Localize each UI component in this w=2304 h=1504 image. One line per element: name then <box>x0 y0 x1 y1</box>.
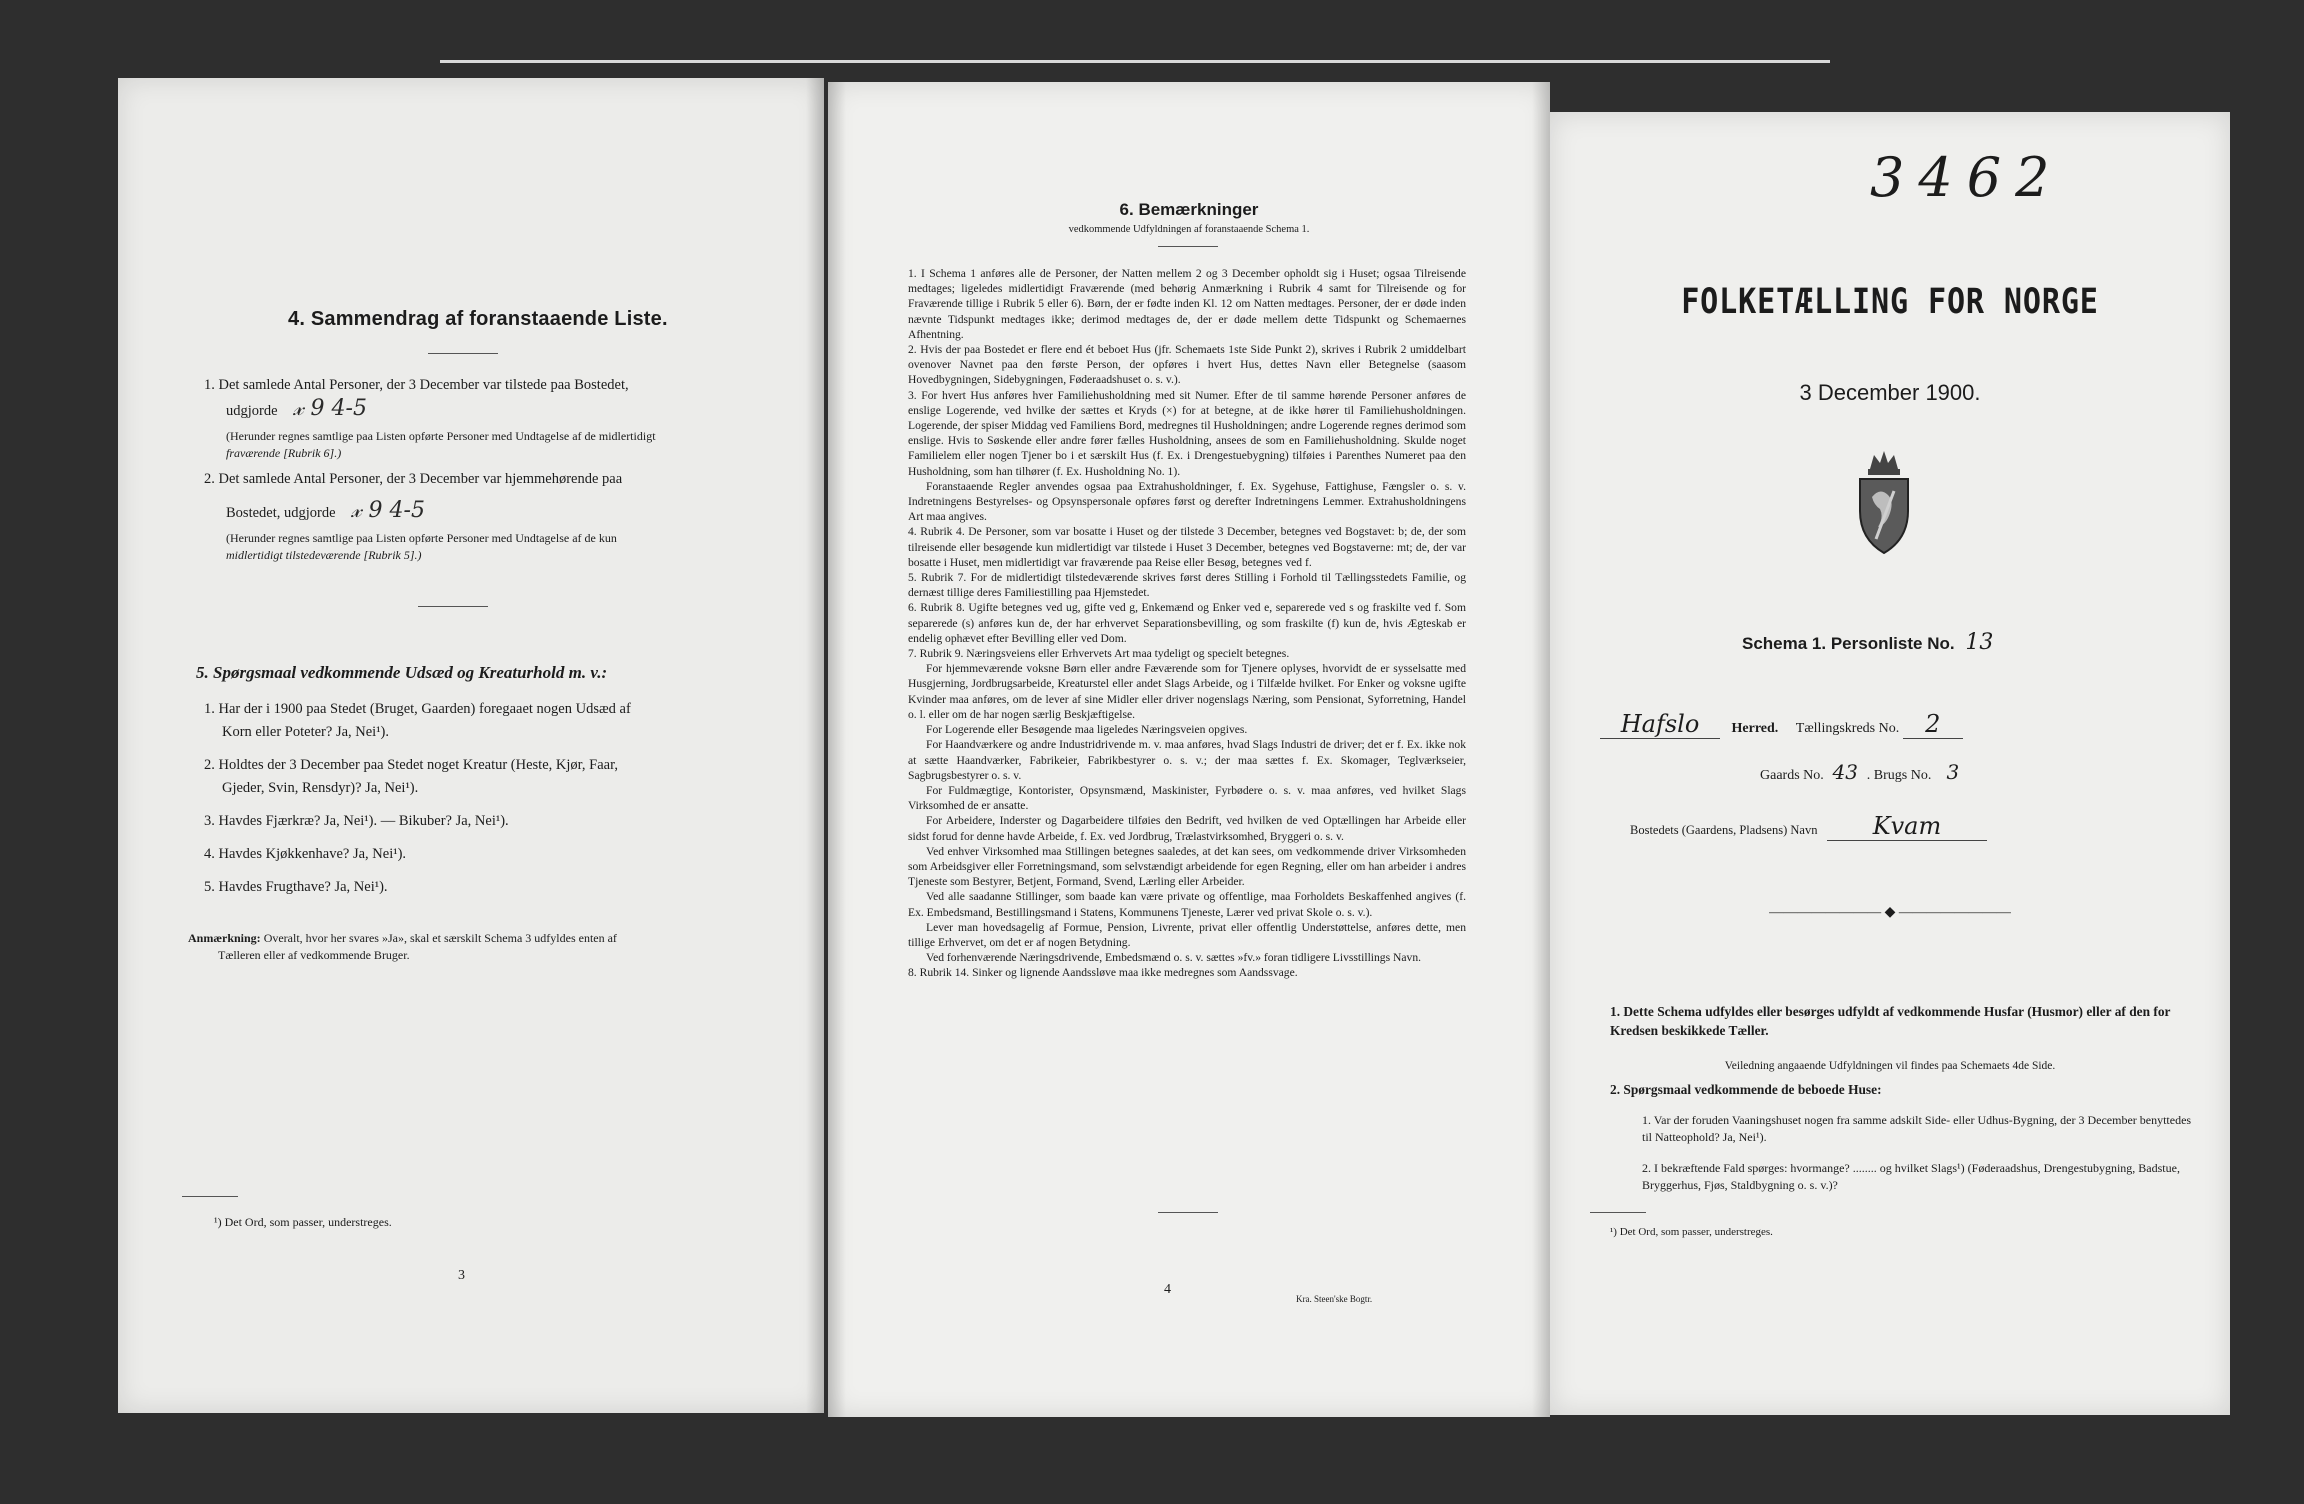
remark-paragraph: 7. Rubrik 9. Næringsveiens eller Erhvervets Art maa tydeligt og specielt betegnes. <box>908 647 1290 661</box>
remark-paragraph: Foranstaaende Regler anvendes ogsaa paa Extrahusholdninger, f. Ex. Sygehuse, Fattighuse, Fængsler o. s. v. Indretningens Bestyrelses- og Opsynspersonale opføres først og derefter Indretningens Lemmer. Extrahusholdningens Art maa angives. <box>908 479 1466 524</box>
brugs-label: . Brugs No. <box>1866 768 1932 783</box>
remark-label: Anmærkning: <box>188 931 261 945</box>
form-title: FOLKETÆLLING FOR NORGE <box>1681 282 2099 322</box>
item1-handwritten-value: 𝓍 9 4-5 <box>293 396 367 421</box>
house-question-1: 1. Var der foruden Vaaningshuset nogen fra samme adskilt Side- eller Udhus-Bygning, der 3 December benyttedes til Natteophold? Ja, Nei¹). <box>1642 1113 2192 1144</box>
brugs-value: 3 <box>1946 760 1960 784</box>
middle-page <box>828 82 1550 1417</box>
remark-text-2: Tælleren eller af vedkommende Bruger. <box>218 948 410 962</box>
gaards-value: 43 <box>1832 760 1858 784</box>
kreds-label: Tællingskreds No. <box>1795 721 1900 736</box>
question-4: 4. Havdes Kjøkkenhave? Ja, Nei¹). <box>204 846 407 862</box>
question-5: 5. Havdes Frugthave? Ja, Nei¹). <box>204 879 388 895</box>
bosted-value: Kvam <box>1827 812 1987 841</box>
house-question-2: 2. I bekræftende Fald spørges: hvormange? ........ og hvilket Slags¹) (Føderaadshus, Drengestubygning, Badstue, Bryggerhus, Fjøs, Staldbygning o. s. v.)? <box>1642 1161 2180 1192</box>
left-page <box>118 78 824 1413</box>
archive-number: 3462 <box>1870 146 2064 209</box>
divider <box>1158 246 1218 247</box>
item1-label: udgjorde <box>226 403 278 419</box>
herred-label: Herred. <box>1731 721 1779 736</box>
remarks-body <box>908 266 1466 981</box>
question-1-cont: Korn eller Poteter? Ja, Nei¹). <box>222 724 390 740</box>
remark-paragraph: For Haandværkere og andre Industridrivende m. v. maa anføres, hvad Slags Industri de driver; det er f. Ex. ikke nok at sætte Haandværker, Fabrikeier, Fabrikbestyrer o. s. v.; der maa sættes f. Ex. Skomager, Teglværkseier, Sagbrugsbestyrer o. s. v. <box>908 738 1466 782</box>
question-2-cont: Gjeder, Svin, Rensdyr)? Ja, Nei¹). <box>222 780 419 796</box>
remark-paragraph: Ved alle saadanne Stillinger, som baade kan være private og offentlige, maa Forholdets Beskaffenhed angives (f. Ex. Embedsmand, Bestillingsmand i Statens, Kommunens Tjeneste, Lærer ved privat Skole o. s. v.). <box>908 890 1466 919</box>
item1-note-2: fraværende [Rubrik 6].) <box>226 446 342 460</box>
footnote-rule <box>182 1196 238 1197</box>
remark-paragraph: For Fuldmægtige, Kontorister, Opsynsmænd, Maskinister, Fyrbødere o. s. v. maa anføres, ved hvilket Slags Virksomhed de er ansatte. <box>908 783 1466 813</box>
page-number: 4 <box>1164 1282 1171 1297</box>
herred-value: Hafslo <box>1600 710 1720 739</box>
item1-text: 1. Det samlede Antal Personer, der 3 December var tilstede paa Bostedet, <box>204 377 629 393</box>
item2-text: 2. Det samlede Antal Personer, der 3 December var hjemmehørende paa <box>204 471 623 487</box>
instruction-1-note: Veiledning angaaende Udfyldningen vil findes paa Schemaets 4de Side. <box>1724 1060 2056 1072</box>
coat-of-arms-icon <box>1850 447 1918 562</box>
gaards-label: Gaards No. <box>1760 768 1824 783</box>
remark-paragraph: 5. Rubrik 7. For de midlertidigt tilstedeværende skrives først deres Stilling i Forhold til Tællingsstedets Familie, og dernæst tillige deres Familiestilling paa Hjemstedet. <box>908 571 1466 600</box>
item1-note: (Herunder regnes samtlige paa Listen opførte Personer med Undtagelse af de midlertidigt <box>226 429 656 443</box>
remark-paragraph: 4. Rubrik 4. De Personer, som var bosatte i Huset og der tilstede 3 December, betegnes ved Bogstavet: b; de, der som tilreisende eller besøgende kun midlertidigt var tilstede i Huset 3 December, betegnes ved Bogstaverne: mt; de, der var bosatte i Huset, men midlertidigt var fraværende paa Reise eller Besøg, betegnes ved f. <box>908 525 1466 569</box>
remark-paragraph: 1. I Schema 1 anføres alle de Personer, der Natten mellem 2 og 3 December opholdt sig i Huset; ogsaa Tilreisende medtages; ligeledes midlertidigt Fraværende (med behørig Anmærkning i Rubrik 4 samt for Tilreisende og for Fraværende tillige i Rubrik 5 eller 6). Børn, der er fødte inden Kl. 12 om Natten medtages. Personer, der er døde inden nævnte Tidspunkt medtages ikke; derimod medtages de, der er døde mellem dette Tidspunkt og Schemaernes Afhentning. <box>908 267 1466 341</box>
right-page <box>1550 112 2230 1415</box>
section5-title: 5. Spørgsmaal vedkommende Udsæd og Kreaturhold m. v.: <box>196 663 608 682</box>
census-date: 3 December 1900. <box>1799 380 1981 405</box>
schema-label: Schema 1. Personliste No. <box>1742 634 1955 653</box>
item2-handwritten-value: 𝓍 9 4-5 <box>351 498 425 523</box>
remark-text: Overalt, hvor her svares »Ja», skal et særskilt Schema 3 udfyldes enten af <box>263 931 617 945</box>
remark-paragraph: 3. For hvert Hus anføres hver Familiehusholdning med sit Numer. Efter de til samme hørende Personer anføres de enslige Logerende, ved hvilke der sættes et Kryds (×) for at betegne, at de ikke hører til Familiehusholdningen. Logerende, der spiser Middag ved Familiens Bord, medregnes til Husholdningen; andre Logerende regnes derimod som enslige. Hvis to Søskende eller andre fører fælles Husholdning, ansees de som en Familiehusholdning. Skulde noget Familielem eller nogen Tjener bo i et særskilt Hus (f. Ex. i Drengestuebygning) tilføies i Parenthes Numeret paa den Husholdning, som han tilhører (f. Ex. Husholdning No. 1). <box>908 388 1466 478</box>
remark-paragraph: Ved enhver Virksomhed maa Stillingen betegnes saaledes, at det kan sees, om vedkommende driver Virksomheden som Arbeidsgiver eller Forretningsmand, som selvstændigt arbeidende for egen Regning, eller om han arbeider i andres Tjeneste som Bestyrer, Betjent, Formand, Svend, Lærling eller Arbeider. <box>908 844 1466 889</box>
footnote: ¹) Det Ord, som passer, understreges. <box>214 1215 392 1229</box>
footnote: ¹) Det Ord, som passer, understreges. <box>1610 1226 1773 1238</box>
top-edge-line <box>440 60 1830 63</box>
page-number: 3 <box>458 1268 465 1283</box>
printer-mark: Kra. Steen'ske Bogtr. <box>1296 1294 1373 1304</box>
ornament-divider: ―――――――— ◆ —――――――― <box>1769 905 2011 920</box>
remark-paragraph: Lever man hovedsagelig af Formue, Pension, Livrente, privat eller offentlig Understøttelse, anføres dette, men tillige Erhvervet, om det er af nogen Betydning. <box>908 920 1466 949</box>
remark-paragraph: For Logerende eller Besøgende maa ligeledes Næringsveien opgives. <box>926 723 1248 737</box>
remark-paragraph: Ved forhenværende Næringsdrivende, Embedsmænd o. s. v. sættes »fv.» foran tidligere Livsstillings Navn. <box>926 951 1422 965</box>
instruction-1: 1. Dette Schema udfyldes eller besørges udfyldt af vedkommende Husfar (Husmor) eller af den for Kredsen beskikkede Tæller. <box>1610 1004 2171 1038</box>
schema-number: 13 <box>1965 630 1994 655</box>
remarks-title: 6. Bemærkninger <box>1119 200 1259 219</box>
remark-paragraph: 8. Rubrik 14. Sinker og lignende Aandssløve maa ikke medregnes som Aandssvage. <box>908 966 1298 980</box>
divider <box>1158 1212 1218 1213</box>
question-1: 1. Har der i 1900 paa Stedet (Bruget, Gaarden) foregaaet nogen Udsæd af <box>204 701 631 717</box>
footnote-rule <box>1590 1212 1646 1213</box>
question-3: 3. Havdes Fjærkræ? Ja, Nei¹). — Bikuber? Ja, Nei¹). <box>204 813 509 829</box>
remark-paragraph: For hjemmeværende voksne Børn eller andre Fæværende som for Tjenere oplyses, hvorvidt de er sysselsatte med Husgjerning, Jordbrugsarbeide, Kreaturstel eller andet Slags Arbeide, og i Tilfælde hvilket. For Enker og voksne ugifte Kvinder maa anføres, om de lever af sine Midler eller driver nogenslags Næring, som Pensionat, Syforretning, Handel o. l. eller om de har nogen særlig Beskjæftigelse. <box>908 662 1466 721</box>
divider <box>428 353 498 354</box>
item2-note-2: midlertidigt tilstedeværende [Rubrik 5].) <box>226 548 422 562</box>
bosted-label: Bostedets (Gaardens, Pladsens) Navn <box>1630 823 1818 837</box>
remarks-subtitle: vedkommende Udfyldningen af foranstaaende Schema 1. <box>1068 224 1310 235</box>
remark-paragraph: 2. Hvis der paa Bostedet er flere end ét beboet Hus (jfr. Schemaets 1ste Side Punkt 2), skrives i Rubrik 2 umiddelbart ovenover Navnet paa den første Person, der opføres i hvert Hus, dettes Navn eller Betegnelse (saasom Hovedbygningen, Sidebygningen, Føderaadshuset o. s. v.). <box>908 343 1466 387</box>
question-2: 2. Holdtes der 3 December paa Stedet noget Kreatur (Heste, Kjør, Faar, <box>204 757 618 773</box>
kreds-value: 2 <box>1903 710 1963 739</box>
item2-label: Bostedet, udgjorde <box>226 505 336 521</box>
section4-title: 4. Sammendrag af foranstaaende Liste. <box>288 308 668 330</box>
instruction-2: 2. Spørgsmaal vedkommende de beboede Huse: <box>1610 1082 1882 1097</box>
divider <box>418 606 488 607</box>
remark-paragraph: For Arbeidere, Inderster og Dagarbeidere tilføies den Bedrift, ved hvilken de ved Optællingen har Arbeide eller sidst forud for denne havde Arbeide, f. Ex. ved Jordbrug, Trælastvirksomhed, Bryggeri o. s. v. <box>908 814 1466 843</box>
item2-note: (Herunder regnes samtlige paa Listen opførte Personer med Undtagelse af de kun <box>226 531 617 545</box>
remark-paragraph: 6. Rubrik 8. Ugifte betegnes ved ug, gifte ved g, Enkemænd og Enker ved e, separerede ved s og fraskilte ved f. Som separerede (s) anføres kun de, der har erhvervet Separationsbevilling, og som fraskilte (f) kun de, hvis Ægteskab er endelig ophævet efter Bevilling eller ved Dom. <box>908 601 1466 645</box>
